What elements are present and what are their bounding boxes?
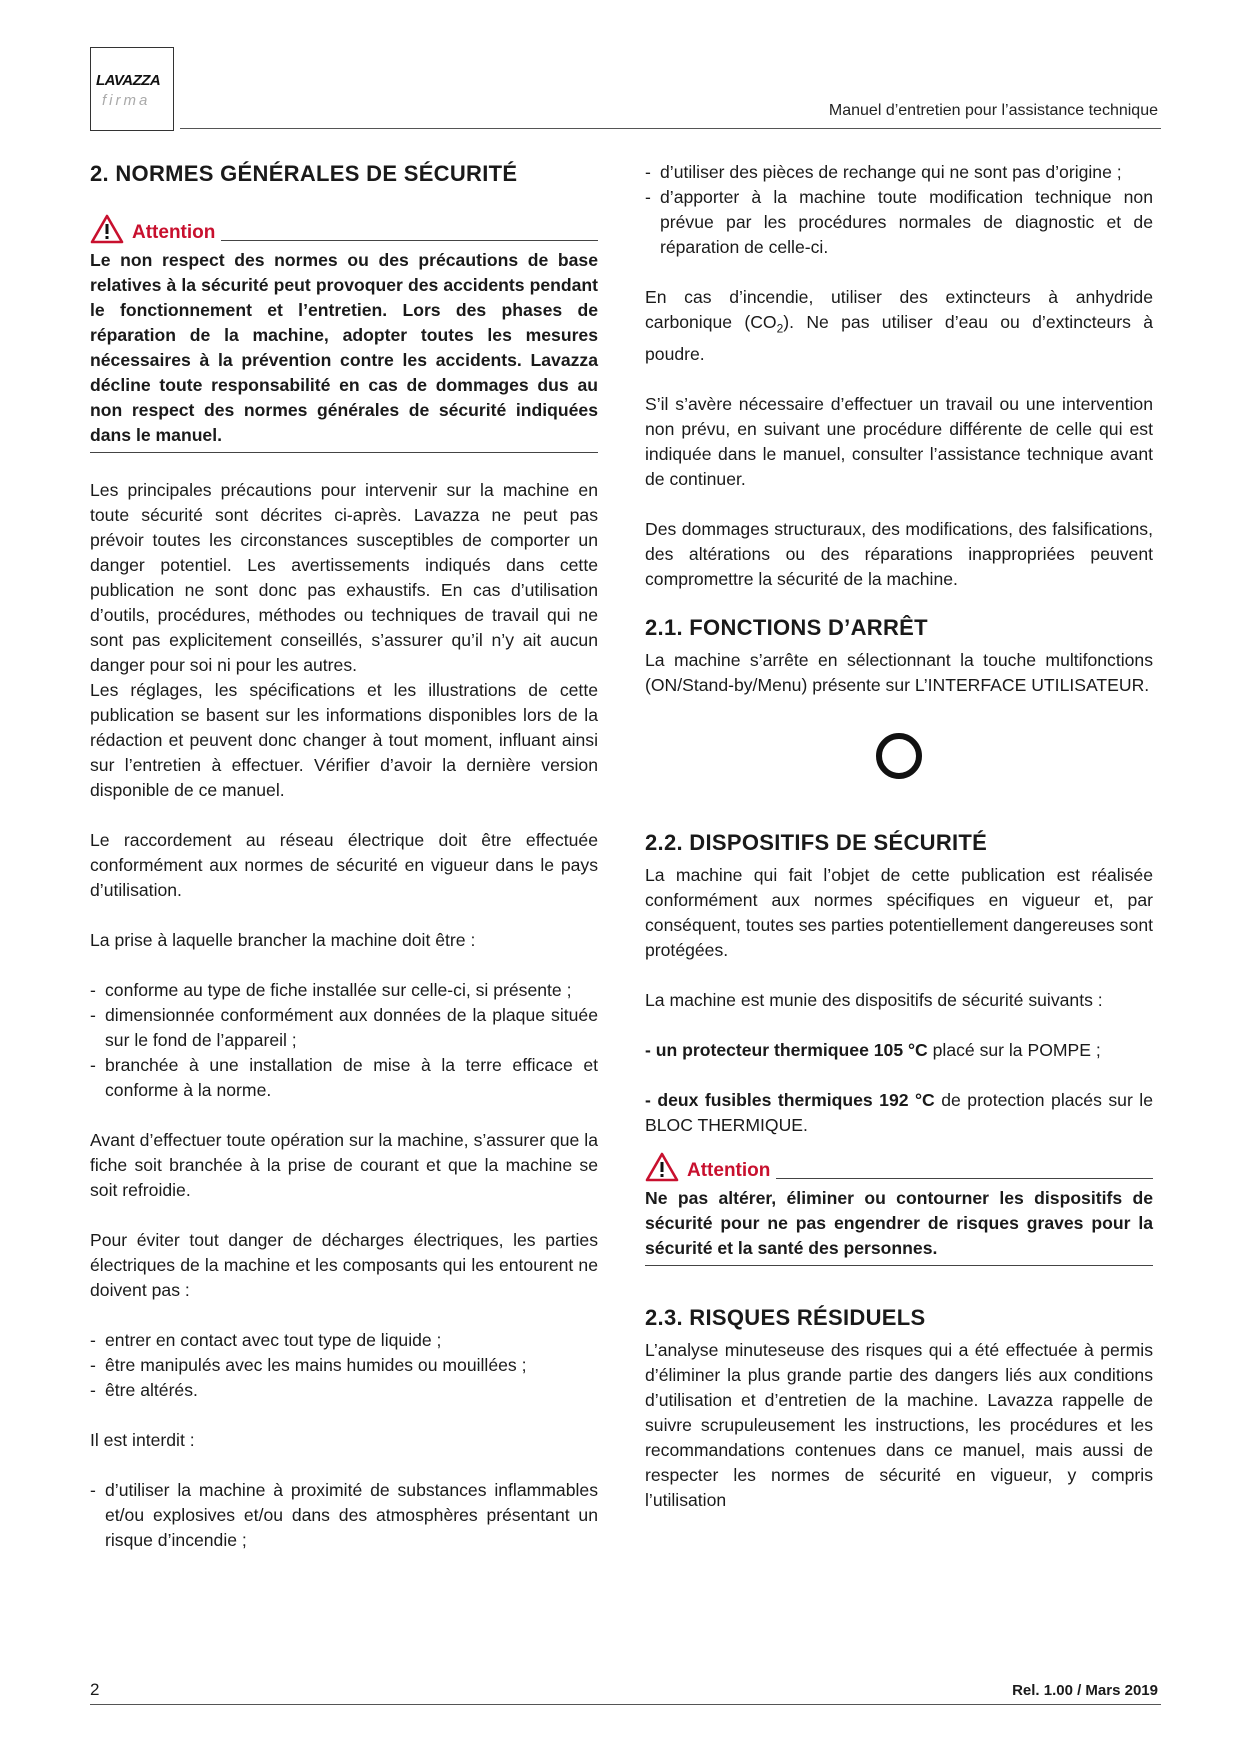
attention-text: Ne pas altérer, éliminer ou contourner les dispositifs de sécurité pour ne pas engendrer de risques graves pour la sécurité et la santé des personnes. (645, 1182, 1153, 1266)
header-rule (180, 128, 1161, 129)
section-title: 2. NORMES GÉNÉRALES DE SÉCURITÉ (90, 161, 518, 186)
paragraph: Le raccordement au réseau électrique doit être effectuée conformément aux normes de sécurité en vigueur dans le pays d’utilisation. (90, 830, 598, 900)
safety-device-item: - deux fusibles thermiques 192 °C de protection placés sur le BLOC THERMIQUE. (645, 1089, 1153, 1135)
list-item: - dimensionnée conformément aux données de la plaque située sur le fond de l’appareil ; (90, 1003, 598, 1053)
paragraph: La prise à laquelle brancher la machine doit être : (90, 930, 476, 950)
right-column (645, 160, 1153, 1513)
logo-wordmark: LAVAZZA (96, 72, 161, 89)
prohibited-list-continued (645, 160, 1153, 260)
prohibited-list (90, 1478, 598, 1553)
attention-label: Attention (132, 222, 216, 243)
warning-triangle-icon (90, 214, 124, 244)
list-item: - entrer en contact avec tout type de liquide ; (90, 1328, 598, 1353)
electrical-parts-list (90, 1328, 598, 1403)
manual-title: Manuel d’entretien pour l’assistance technique (828, 102, 1158, 119)
paragraph: Pour éviter tout danger de décharges électriques, les parties électriques de la machine et les composants qui les entourent ne doivent pas : (90, 1230, 598, 1300)
page-number: 2 (90, 1680, 100, 1699)
list-item: - être manipulés avec les mains humides ou mouillées ; (90, 1353, 598, 1378)
paragraph: Des dommages structuraux, des modifications, des falsifications, des altérations ou des réparations inappropriées peuvent compromettre la sécurité de la machine. (645, 518, 1153, 589)
release-info: Rel. 1.00 / Mars 2019 (1012, 1682, 1158, 1699)
attention-rule (221, 240, 598, 241)
paragraph: La machine est munie des dispositifs de sécurité suivants : (645, 989, 1103, 1010)
paragraph: La machine qui fait l’objet de cette publication est réalisée conformément aux normes spécifiques en vigueur et, par conséquent, toutes ses parties potentiellement dangereuses sont protégées. (645, 864, 1153, 960)
attention-text: Le non respect des normes ou des précautions de base relatives à la sécurité peut provoquer des accidents pendant le fonctionnement et l’entretien. Lors des phases de réparation de la machine, adopter toutes les mesures nécessaires à la prévention contre les accidents. Lavazza décline toute responsabilité en cas de dommages dus au non respect des normes générales de sécurité indiquées dans le manuel. (90, 244, 598, 453)
list-item: - d’utiliser des pièces de rechange qui ne sont pas d’origine ; (645, 160, 1153, 185)
paragraph: Les réglages, les spécifications et les illustrations de cette publication se basent sur les informations disponibles lors de la rédaction et peuvent donc changer à tout moment, influant ainsi sur l’entretien à effectuer. Vérifier d’avoir la dernière version disponible de ce manuel. (90, 680, 598, 800)
attention-header (90, 208, 598, 244)
paragraph: Avant d’effectuer toute opération sur la machine, s’assurer que la fiche soit branchée à la prise de courant et que la machine se soit refroidie. (90, 1130, 598, 1200)
lavazza-logo (90, 47, 174, 131)
section-title-2-1: 2.1. FONCTIONS D’ARRÊT (645, 614, 928, 640)
list-item: - être altérés. (90, 1378, 598, 1403)
section-title-2-3: 2.3. RISQUES RÉSIDUELS (645, 1304, 926, 1330)
list-item: - conforme au type de fiche installée sur celle-ci, si présente ; (90, 978, 598, 1003)
attention-header (645, 1146, 1153, 1182)
outlet-requirements-list (90, 978, 598, 1103)
warning-triangle-icon (645, 1152, 679, 1182)
left-column (90, 160, 598, 1553)
paragraph: La machine s’arrête en sélectionnant la touche multifonctions (ON/Stand-by/Menu) présente sur L’INTERFACE UTILISATEUR. (645, 649, 1153, 695)
list-item: - branchée à une installation de mise à la terre efficace et conforme à la norme. (90, 1053, 598, 1103)
paragraph: Les principales précautions pour intervenir sur la machine en toute sécurité sont décrites ci-après. Lavazza ne peut pas prévoir toutes les circonstances susceptibles de comporter un danger potentiel. Les avertissements indiqués dans cette publication ne sont donc pas exhaustifs. En cas d’utilisation d’outils, procédures, méthodes ou techniques de travail qui ne sont pas explicitement conseillés, s’assurer qu’il n’y ait aucun danger pour soi ni pour les autres. (90, 480, 598, 675)
section-title-2-2: 2.2. DISPOSITIFS DE SÉCURITÉ (645, 829, 988, 855)
logo-subline: firma (102, 92, 151, 109)
safety-device-item: - un protecteur thermiquee 105 °C placé sur la POMPE ; (645, 1039, 1101, 1060)
power-button-icon (645, 711, 1153, 801)
paragraph: L’analyse minuteseuse des risques qui a été effectuée à permis d’éliminer la plus grande partie des dangers liés aux conditions d’utilisation et d’entretien de la machine. Lavazza rappelle de suivre scrupuleusement les instructions, les procédures et les recommandations contenues dans ce manuel, mais aussi de respecter les normes de sécurité en vigueur, y compris l’utilisation (645, 1339, 1153, 1510)
paragraph: S’il s’avère nécessaire d’effectuer un travail ou une intervention non prévu, en suivant une procédure différente de celle qui est indiquée dans le manuel, consulter l’assistance technique avant de continuer. (645, 393, 1153, 489)
fire-paragraph: En cas d’incendie, utiliser des extincteurs à anhydride carbonique $(CO_2)$. Ne pas utiliser d’eau ou d’extincteurs à poudre. (645, 287, 1153, 364)
paragraph: Il est interdit : (90, 1430, 195, 1450)
list-item: - d’apporter à la machine toute modification technique non prévue par les procédures normales de diagnostic et de réparation de celle-ci. (645, 185, 1153, 260)
attention-label: Attention (687, 1159, 771, 1181)
footer-rule (90, 1704, 1161, 1705)
attention-rule (776, 1178, 1153, 1179)
list-item: - d’utiliser la machine à proximité de substances inflammables et/ou explosives et/ou dans des atmosphères présentant un risque d’incendie ; (90, 1478, 598, 1553)
